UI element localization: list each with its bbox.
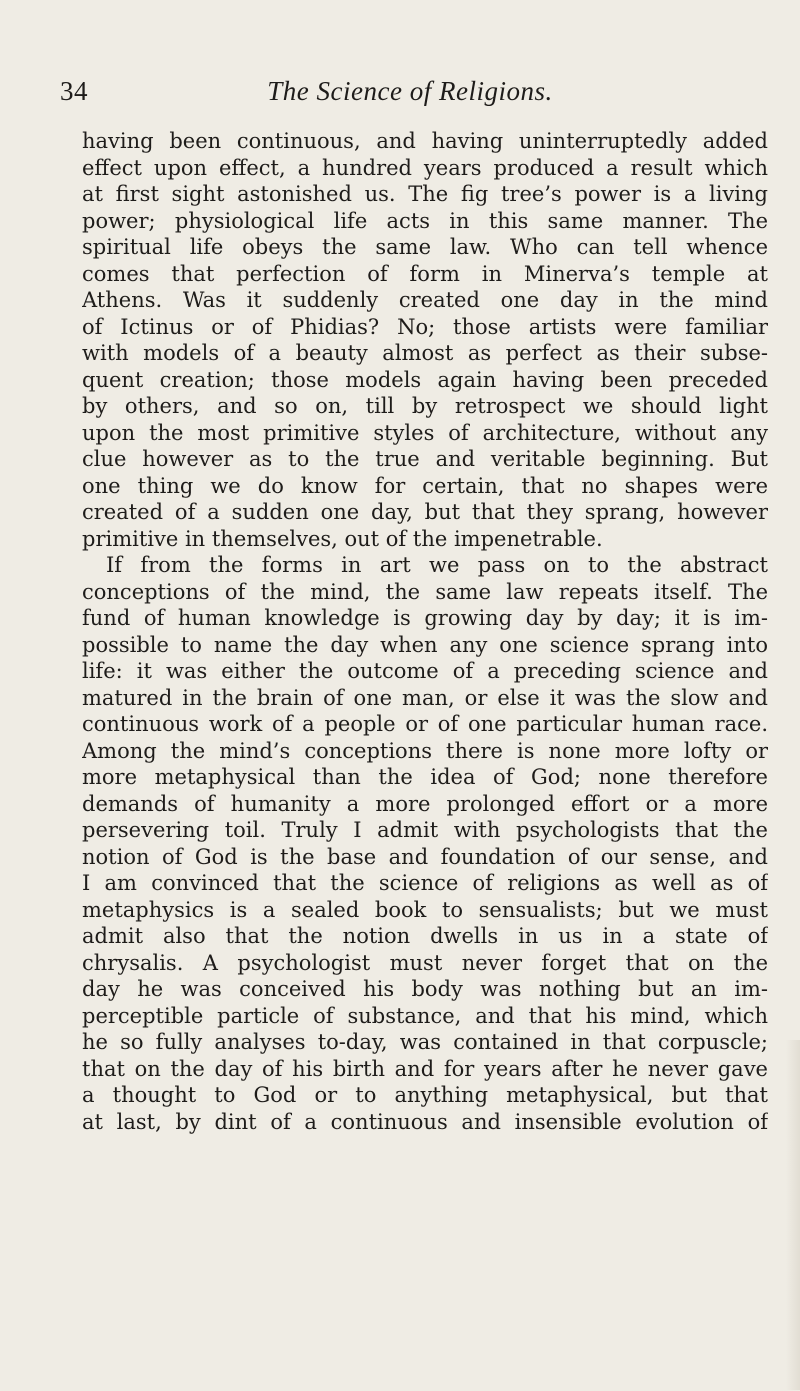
text-line: conceptions of the mind, the same law repeats itself. The bbox=[82, 579, 768, 604]
text-line: upon the most primitive styles of architecture, without any bbox=[82, 420, 768, 445]
text-line: by others, and so on, till by retrospect we should light bbox=[82, 394, 768, 418]
text-line: clue however as to the true and veritable beginning. But bbox=[82, 447, 768, 471]
text-line: I am convinced that the science of religions as well as of bbox=[82, 871, 768, 895]
text-line: fund of human knowledge is growing day by day; it is im- bbox=[82, 606, 768, 630]
text-line: continuous work of a people or of one particular human race. bbox=[82, 712, 768, 736]
running-title: The Science of Religions. bbox=[267, 76, 553, 106]
text-line: more metaphysical than the idea of God; none therefore bbox=[82, 765, 768, 789]
text-line: at first sight astonished us. The fig tree’s power is a living bbox=[82, 182, 768, 206]
page-header bbox=[60, 76, 760, 116]
text-line: day he was conceived his body was nothing but an im- bbox=[82, 977, 768, 1001]
page-number: 34 bbox=[60, 76, 88, 106]
text-line: If from the forms in art we pass on to the abstract bbox=[106, 553, 768, 577]
text-line: he so fully analyses to-day, was contained in that corpuscle; bbox=[82, 1030, 768, 1054]
text-line: Among the mind’s conceptions there is none more lofty or bbox=[82, 738, 768, 763]
text-line: of Ictinus or of Phidias? No; those artists were familiar bbox=[82, 314, 768, 339]
text-line: primitive in themselves, out of the impenetrable. bbox=[82, 526, 603, 551]
text-line: one thing we do know for certain, that no shapes were bbox=[82, 473, 768, 498]
text-line: chrysalis. A psychologist must never forget that on the bbox=[82, 950, 768, 975]
text-line: created of a sudden one day, but that they sprang, however bbox=[82, 500, 768, 524]
text-line: spiritual life obeys the same law. Who can tell whence bbox=[82, 235, 768, 259]
text-line: metaphysics is a sealed book to sensualists; but we must bbox=[82, 897, 768, 922]
text-line: Athens. Was it suddenly created one day in the mind bbox=[82, 288, 768, 312]
text-line: admit also that the notion dwells in us in a state of bbox=[82, 924, 768, 948]
text-line: matured in the brain of one man, or else it was the slow and bbox=[82, 685, 768, 710]
text-line: having been continuous, and having uninterruptedly added bbox=[82, 129, 768, 153]
text-line: with models of a beauty almost as perfect as their subse- bbox=[82, 341, 768, 365]
text-line: persevering toil. Truly I admit with psychologists that the bbox=[82, 818, 768, 842]
text-line: life: it was either the outcome of a preceding science and bbox=[82, 659, 768, 683]
text-line: effect upon effect, a hundred years produced a result which bbox=[82, 155, 768, 180]
page-edge-shadow bbox=[786, 1040, 800, 1390]
text-line: comes that perfection of form in Minerva’s temple at bbox=[82, 261, 768, 286]
text-line: quent creation; those models again having been preceded bbox=[82, 367, 768, 392]
body-text bbox=[82, 128, 768, 1135]
text-line: a thought to God or to anything metaphysical, but that bbox=[82, 1083, 768, 1107]
text-line: at last, by dint of a continuous and insensible evolution of bbox=[82, 1109, 768, 1134]
text-line: possible to name the day when any one science sprang into bbox=[82, 632, 768, 657]
text-line: demands of humanity a more prolonged effort or a more bbox=[82, 791, 768, 816]
text-line: notion of God is the base and foundation of our sense, and bbox=[82, 844, 768, 869]
text-line: perceptible particle of substance, and that his mind, which bbox=[82, 1003, 768, 1028]
text-line: power; physiological life acts in this same manner. The bbox=[82, 208, 768, 233]
text-line: that on the day of his birth and for years after he never gave bbox=[82, 1056, 768, 1081]
